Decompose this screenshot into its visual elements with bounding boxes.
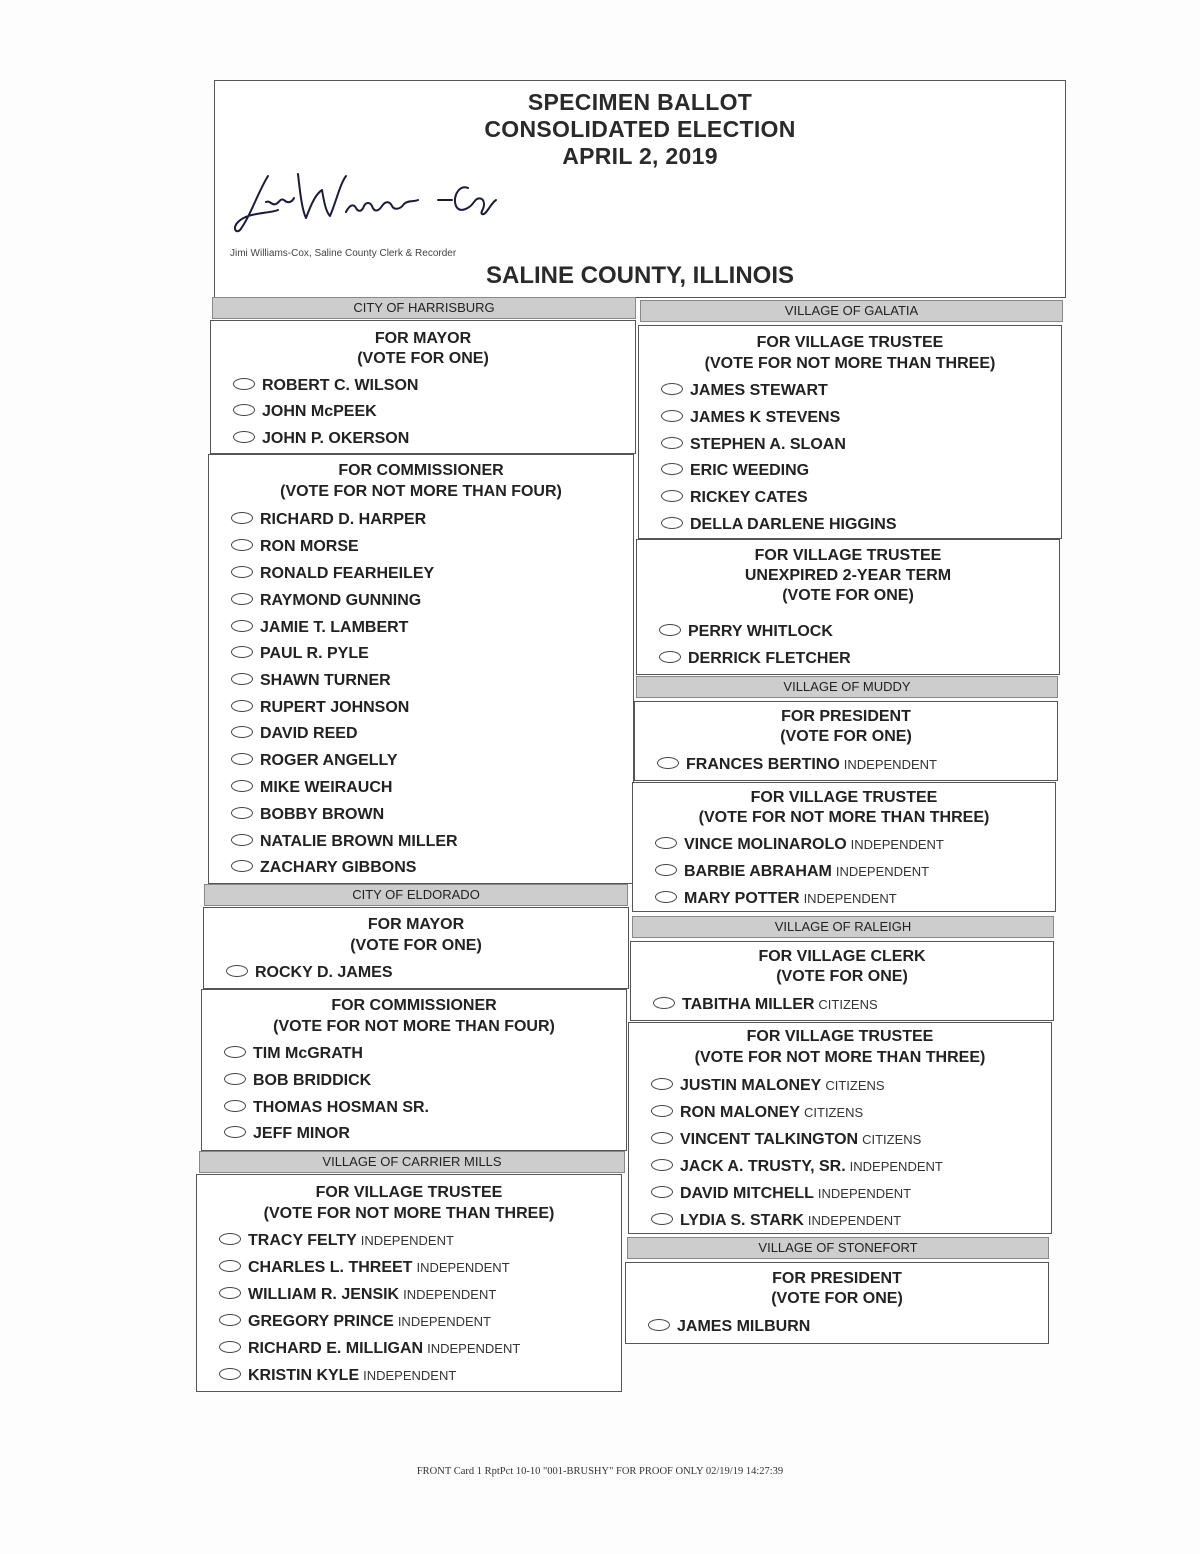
vote-instruction: (VOTE FOR NOT MORE THAN THREE) xyxy=(694,1049,986,1066)
office-title: FOR VILLAGE TRUSTEE xyxy=(754,547,942,564)
vote-oval[interactable] xyxy=(661,437,683,449)
clerk-signature xyxy=(228,162,498,242)
office-title: FOR VILLAGE TRUSTEE xyxy=(750,789,938,806)
section-header-stonefort: VILLAGE OF STONEFORT xyxy=(627,1237,1049,1259)
vote-oval[interactable] xyxy=(231,593,253,605)
section-header-raleigh: VILLAGE OF RALEIGH xyxy=(632,916,1054,938)
contest-galatia-trustee xyxy=(638,325,1062,539)
contest-raleigh-trustee xyxy=(628,1022,1052,1234)
office-title: FOR COMMISSIONER xyxy=(331,997,497,1014)
vote-oval[interactable] xyxy=(231,512,253,524)
candidate-option[interactable]: VINCENT TALKINGTON CITIZENS xyxy=(651,1131,921,1149)
section-header-muddy: VILLAGE OF MUDDY xyxy=(636,676,1058,698)
vote-oval[interactable] xyxy=(655,891,677,903)
candidate-option[interactable]: KRISTIN KYLE INDEPENDENT xyxy=(219,1367,456,1385)
vote-oval[interactable] xyxy=(231,753,253,765)
vote-oval[interactable] xyxy=(661,383,683,395)
candidate-option[interactable]: ZACHARY GIBBONS xyxy=(231,859,416,877)
vote-oval[interactable] xyxy=(231,860,253,872)
vote-oval[interactable] xyxy=(233,404,255,416)
vote-oval[interactable] xyxy=(661,410,683,422)
vote-oval[interactable] xyxy=(231,566,253,578)
vote-instruction: (VOTE FOR ONE) xyxy=(357,350,489,367)
candidate-option[interactable]: LYDIA S. STARK INDEPENDENT xyxy=(651,1212,901,1230)
vote-oval[interactable] xyxy=(231,834,253,846)
candidate-option[interactable]: JOHN P. OKERSON xyxy=(233,430,409,448)
vote-oval[interactable] xyxy=(655,837,677,849)
clerk-caption: Jimi Williams-Cox, Saline County Clerk & Recorder xyxy=(230,248,457,259)
vote-oval[interactable] xyxy=(659,624,681,636)
contest-galatia-trustee-unexpired xyxy=(636,539,1060,675)
vote-oval[interactable] xyxy=(224,1073,246,1085)
vote-oval[interactable] xyxy=(651,1213,673,1225)
candidate-option[interactable]: ROCKY D. JAMES xyxy=(226,964,393,982)
candidate-option[interactable]: VINCE MOLINAROLO INDEPENDENT xyxy=(655,836,944,854)
vote-oval[interactable] xyxy=(219,1260,241,1272)
candidate-option[interactable]: RON MALONEY CITIZENS xyxy=(651,1104,863,1122)
vote-oval[interactable] xyxy=(661,517,683,529)
ballot-title-line-1: SPECIMEN BALLOT xyxy=(527,89,753,115)
vote-instruction: (VOTE FOR ONE) xyxy=(350,937,482,954)
office-title: FOR VILLAGE TRUSTEE xyxy=(756,334,944,351)
section-header-carrier-mills: VILLAGE OF CARRIER MILLS xyxy=(199,1151,625,1173)
vote-instruction: (VOTE FOR ONE) xyxy=(780,728,912,745)
vote-oval[interactable] xyxy=(657,757,679,769)
vote-oval[interactable] xyxy=(233,431,255,443)
candidate-option[interactable]: DERRICK FLETCHER xyxy=(659,650,851,668)
candidate-option[interactable]: PAUL R. PYLE xyxy=(231,645,369,663)
contest-harrisburg-mayor xyxy=(210,320,636,454)
ballot-date: APRIL 2, 2019 xyxy=(562,143,718,169)
ballot-title-line-2: CONSOLIDATED ELECTION xyxy=(484,116,796,142)
candidate-option[interactable]: DAVID REED xyxy=(231,725,358,743)
candidate-option[interactable]: JOHN McPEEK xyxy=(233,403,377,421)
candidate-option[interactable]: WILLIAM R. JENSIK INDEPENDENT xyxy=(219,1286,496,1304)
vote-instruction: (VOTE FOR ONE) xyxy=(771,1290,903,1307)
candidate-option[interactable]: RONALD FEARHEILEY xyxy=(231,565,434,583)
vote-oval[interactable] xyxy=(651,1159,673,1171)
candidate-option[interactable]: STEPHEN A. SLOAN xyxy=(661,436,846,454)
vote-oval[interactable] xyxy=(231,620,253,632)
contest-muddy-trustee xyxy=(632,782,1056,912)
contest-muddy-president xyxy=(634,701,1058,781)
vote-oval[interactable] xyxy=(659,651,681,663)
vote-oval[interactable] xyxy=(231,539,253,551)
vote-oval[interactable] xyxy=(231,700,253,712)
vote-oval[interactable] xyxy=(648,1319,670,1331)
candidate-option[interactable]: TIM McGRATH xyxy=(224,1045,363,1063)
vote-oval[interactable] xyxy=(661,463,683,475)
candidate-option[interactable]: MARY POTTER INDEPENDENT xyxy=(655,890,897,908)
vote-oval[interactable] xyxy=(219,1287,241,1299)
candidate-option[interactable]: ROBERT C. WILSON xyxy=(233,377,418,395)
section-header-eldorado: CITY OF ELDORADO xyxy=(204,884,628,906)
candidate-option[interactable]: DELLA DARLENE HIGGINS xyxy=(661,516,897,534)
candidate-option[interactable]: BARBIE ABRAHAM INDEPENDENT xyxy=(655,863,929,881)
vote-oval[interactable] xyxy=(226,965,248,977)
vote-instruction: (VOTE FOR NOT MORE THAN THREE) xyxy=(698,809,990,826)
vote-oval[interactable] xyxy=(651,1186,673,1198)
contest-eldorado-commissioner xyxy=(201,989,627,1151)
vote-instruction: (VOTE FOR NOT MORE THAN FOUR) xyxy=(273,1018,555,1035)
candidate-option[interactable]: JACK A. TRUSTY, SR. INDEPENDENT xyxy=(651,1158,943,1176)
candidate-option[interactable]: NATALIE BROWN MILLER xyxy=(231,833,458,851)
office-title: FOR PRESIDENT xyxy=(781,708,911,725)
office-title: FOR COMMISSIONER xyxy=(338,462,504,479)
vote-oval[interactable] xyxy=(661,490,683,502)
candidate-option[interactable]: GREGORY PRINCE INDEPENDENT xyxy=(219,1313,491,1331)
candidate-option[interactable]: RON MORSE xyxy=(231,538,359,556)
vote-instruction: (VOTE FOR ONE) xyxy=(782,587,914,604)
office-title: FOR MAYOR xyxy=(367,916,465,933)
candidate-option[interactable]: JAMES K STEVENS xyxy=(661,409,840,427)
vote-oval[interactable] xyxy=(231,726,253,738)
candidate-option[interactable]: RICHARD E. MILLIGAN INDEPENDENT xyxy=(219,1340,520,1358)
vote-oval[interactable] xyxy=(653,997,675,1009)
candidate-option[interactable]: MIKE WEIRAUCH xyxy=(231,779,392,797)
term-description: UNEXPIRED 2-YEAR TERM xyxy=(744,567,952,584)
office-title: FOR MAYOR xyxy=(374,330,472,347)
candidate-option[interactable]: PERRY WHITLOCK xyxy=(659,623,833,641)
vote-oval[interactable] xyxy=(233,378,255,390)
candidate-option[interactable]: RUPERT JOHNSON xyxy=(231,699,409,717)
vote-oval[interactable] xyxy=(231,807,253,819)
office-title: FOR PRESIDENT xyxy=(772,1270,902,1287)
candidate-option[interactable]: TRACY FELTY INDEPENDENT xyxy=(219,1232,454,1250)
candidate-option[interactable]: THOMAS HOSMAN SR. xyxy=(224,1099,429,1117)
section-header-harrisburg: CITY OF HARRISBURG xyxy=(212,297,636,319)
candidate-option[interactable]: ERIC WEEDING xyxy=(661,462,809,480)
vote-oval[interactable] xyxy=(219,1314,241,1326)
office-title: FOR VILLAGE TRUSTEE xyxy=(315,1184,503,1201)
candidate-option[interactable]: TABITHA MILLER CITIZENS xyxy=(653,996,878,1014)
vote-instruction: (VOTE FOR NOT MORE THAN FOUR) xyxy=(280,483,562,500)
contest-harrisburg-commissioner xyxy=(208,454,634,884)
vote-oval[interactable] xyxy=(651,1105,673,1117)
candidate-option[interactable]: JAMIE T. LAMBERT xyxy=(231,619,408,637)
candidate-option[interactable]: JAMES STEWART xyxy=(661,382,828,400)
vote-oval[interactable] xyxy=(651,1078,673,1090)
vote-oval[interactable] xyxy=(219,1368,241,1380)
candidate-option[interactable]: BOBBY BROWN xyxy=(231,806,384,824)
candidate-option[interactable]: ROGER ANGELLY xyxy=(231,752,398,770)
candidate-option[interactable]: DAVID MITCHELL INDEPENDENT xyxy=(651,1185,911,1203)
candidate-option[interactable]: JEFF MINOR xyxy=(224,1125,350,1143)
candidate-option[interactable]: CHARLES L. THREET INDEPENDENT xyxy=(219,1259,510,1277)
contest-raleigh-clerk xyxy=(630,941,1054,1021)
candidate-option[interactable]: SHAWN TURNER xyxy=(231,672,391,690)
contest-carrier-mills-trustee xyxy=(196,1174,622,1392)
section-header-galatia: VILLAGE OF GALATIA xyxy=(640,300,1063,322)
vote-oval[interactable] xyxy=(655,864,677,876)
candidate-option[interactable]: JUSTIN MALONEY CITIZENS xyxy=(651,1077,885,1095)
contest-stonefort-president xyxy=(625,1262,1049,1344)
vote-oval[interactable] xyxy=(219,1233,241,1245)
vote-oval[interactable] xyxy=(224,1100,246,1112)
candidate-option[interactable]: BOB BRIDDICK xyxy=(224,1072,371,1090)
candidate-option[interactable]: RICKEY CATES xyxy=(661,489,808,507)
vote-oval[interactable] xyxy=(231,780,253,792)
vote-oval[interactable] xyxy=(231,646,253,658)
office-title: FOR VILLAGE CLERK xyxy=(758,948,926,965)
vote-oval[interactable] xyxy=(651,1132,673,1144)
contest-eldorado-mayor xyxy=(203,907,629,989)
vote-instruction: (VOTE FOR NOT MORE THAN THREE) xyxy=(704,355,996,372)
vote-instruction: (VOTE FOR ONE) xyxy=(776,968,908,985)
candidate-option[interactable]: RAYMOND GUNNING xyxy=(231,592,421,610)
candidate-option[interactable]: JAMES MILBURN xyxy=(648,1318,810,1336)
candidate-option[interactable]: FRANCES BERTINO INDEPENDENT xyxy=(657,756,937,774)
vote-oval[interactable] xyxy=(231,673,253,685)
vote-oval[interactable] xyxy=(224,1126,246,1138)
vote-instruction: (VOTE FOR NOT MORE THAN THREE) xyxy=(263,1205,555,1222)
office-title: FOR VILLAGE TRUSTEE xyxy=(746,1028,934,1045)
vote-oval[interactable] xyxy=(219,1341,241,1353)
county-title: SALINE COUNTY, ILLINOIS xyxy=(485,262,794,289)
vote-oval[interactable] xyxy=(224,1046,246,1058)
proof-footer: FRONT Card 1 RptPct 10-10 "001-BRUSHY" FOR PROOF ONLY 02/19/19 14:27:39 xyxy=(416,1466,784,1477)
candidate-option[interactable]: RICHARD D. HARPER xyxy=(231,511,426,529)
